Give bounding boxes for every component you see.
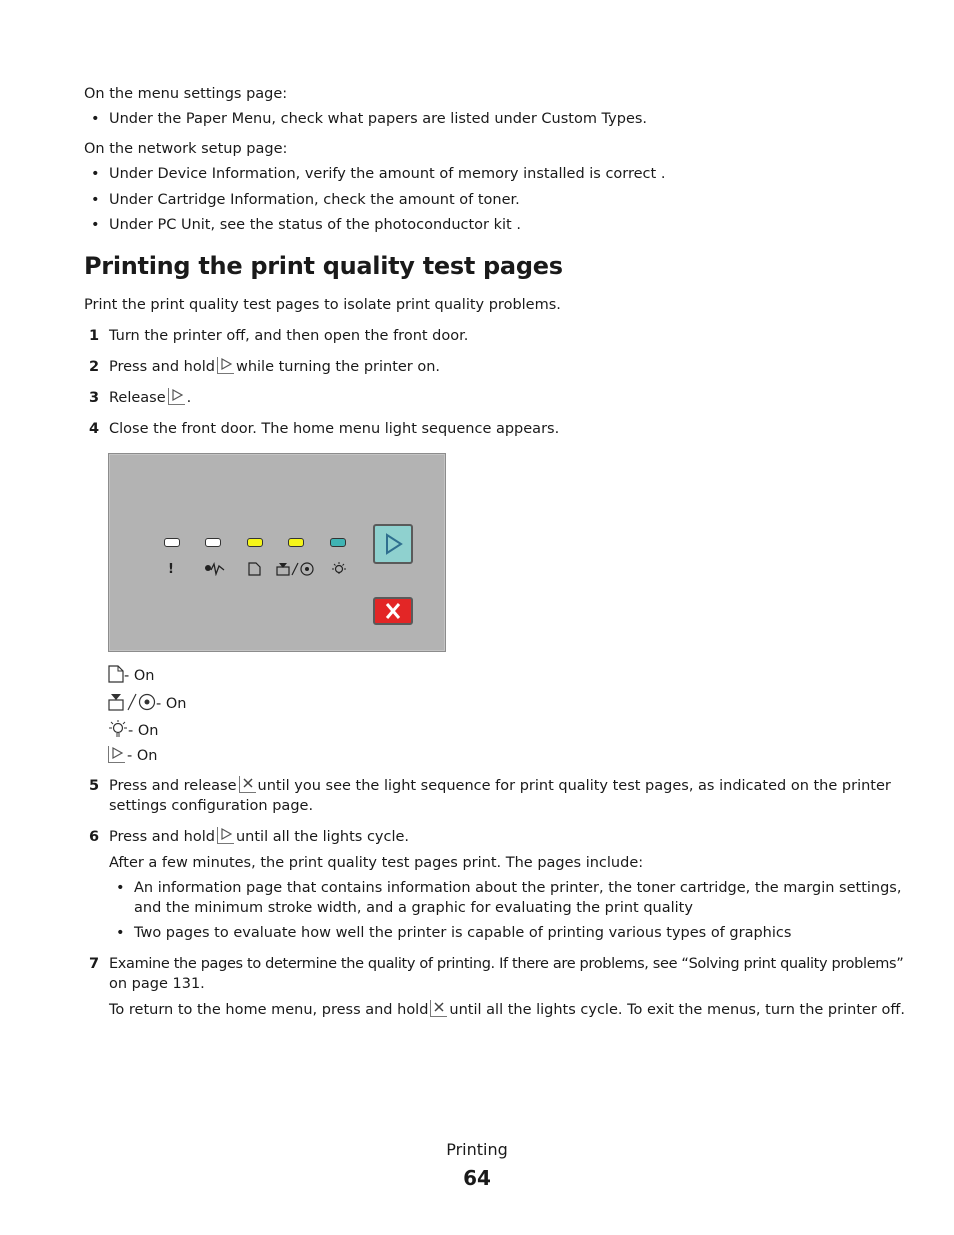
list-item-text: An information page that contains information about the printer, the toner cartridge, the margin settings, (134, 880, 902, 896)
step-text-post: until all the lights cycle. (235, 829, 410, 845)
list-item (91, 191, 520, 209)
go-button-icon (217, 827, 234, 844)
list-item-text: Under the Paper Menu, check what papers are listed under Custom Types. (109, 111, 648, 127)
bullet-icon: • (91, 111, 100, 127)
list-item (91, 216, 521, 234)
step-number: 4 (89, 421, 100, 437)
step-number: 3 (89, 390, 100, 406)
legend-text: - On (156, 696, 187, 712)
toner-photoconductor-icon (108, 693, 156, 711)
go-button-icon (108, 746, 125, 763)
section-intro: Print the print quality test pages to isolate print quality problems. (84, 297, 561, 313)
go-button-icon (217, 357, 234, 374)
section-title: Printing the print quality test pages (84, 252, 563, 280)
step-text-pre: Press and hold (109, 829, 215, 845)
step-number: 7 (89, 956, 100, 972)
bullet-icon: • (91, 166, 100, 182)
bullet-icon: • (91, 192, 100, 208)
step-number: 6 (89, 829, 100, 845)
step-number: 1 (89, 328, 100, 344)
step-text (109, 357, 440, 377)
step-text: Turn the printer off, and then open the front door. (109, 328, 469, 344)
step-text (109, 388, 191, 408)
ready-bulb-icon (331, 562, 347, 580)
legend-go (108, 746, 157, 765)
list-item (91, 165, 666, 183)
legend-paper (108, 665, 154, 685)
ready-light (330, 538, 346, 547)
legend-text: - On (128, 723, 159, 739)
step-text-pre: Release (109, 390, 166, 406)
printer-control-panel (108, 453, 446, 652)
step-text: Examine the pages to determine the quality of printing. If there are problems, see “Solving print quality problems” (109, 956, 904, 972)
step-text-post: . (186, 390, 192, 406)
stop-button-icon (239, 776, 256, 793)
network-setup-intro: On the network setup page: (84, 141, 288, 157)
list-item-text: Under Cartridge Information, check the amount of toner. (109, 192, 520, 208)
cancel-button[interactable] (373, 597, 413, 625)
step-number: 2 (89, 359, 100, 375)
step-text (109, 776, 891, 796)
list-item (91, 110, 648, 128)
step-note: After a few minutes, the print quality test pages print. The pages include: (109, 855, 644, 871)
list-item (116, 924, 792, 942)
legend-text: - On (124, 668, 155, 684)
list-item-continued: and the minimum stroke width, and a graphic for evaluating the print quality (134, 900, 693, 916)
go-button-icon (168, 388, 185, 405)
legend-text: - On (127, 748, 158, 764)
error-light (164, 538, 180, 547)
paper-jam-icon (203, 562, 225, 580)
paper-jam-light (205, 538, 221, 547)
bullet-icon: • (91, 217, 100, 233)
legend-toner (108, 693, 186, 713)
error-icon: ! (168, 562, 174, 577)
footer-section-name: Printing (446, 1140, 508, 1159)
go-button[interactable] (373, 524, 413, 564)
stop-button-icon (430, 1000, 447, 1017)
step-note (109, 1000, 905, 1020)
load-paper-light (247, 538, 263, 547)
legend-ready (108, 720, 158, 740)
paper-icon (108, 665, 124, 683)
step-text-post: until all the lights cycle. To exit the menus, turn the printer off. (449, 1002, 905, 1018)
step-text-post: while turning the printer on. (235, 359, 441, 375)
step-text-post: until you see the light sequence for print quality test pages, as indicated on the printer (257, 778, 891, 794)
step-text-pre: Press and hold (109, 359, 215, 375)
toner-photoconductor-icon (276, 562, 316, 580)
bullet-icon: • (116, 925, 125, 941)
menu-settings-intro: On the menu settings page: (84, 86, 288, 102)
step-text (109, 827, 409, 847)
step-number: 5 (89, 778, 100, 794)
list-item (116, 879, 902, 897)
step-text-continued: on page 131. (109, 976, 205, 992)
paper-icon (248, 562, 261, 580)
step-text-pre: To return to the home menu, press and hold (109, 1002, 429, 1018)
list-item-text: Under PC Unit, see the status of the photoconductor kit . (109, 217, 521, 233)
bullet-icon: • (116, 880, 125, 896)
step-text-continued: settings configuration page. (109, 798, 314, 814)
toner-light (288, 538, 304, 547)
list-item-text: Under Device Information, verify the amount of memory installed is correct . (109, 166, 666, 182)
list-item-text: Two pages to evaluate how well the printer is capable of printing various types of graphics (134, 925, 792, 941)
step-text: Close the front door. The home menu light sequence appears. (109, 421, 560, 437)
page-number: 64 (463, 1166, 491, 1190)
step-text-pre: Press and release (109, 778, 237, 794)
play-icon (375, 526, 411, 562)
ready-bulb-icon (108, 720, 128, 738)
close-icon (375, 599, 411, 623)
